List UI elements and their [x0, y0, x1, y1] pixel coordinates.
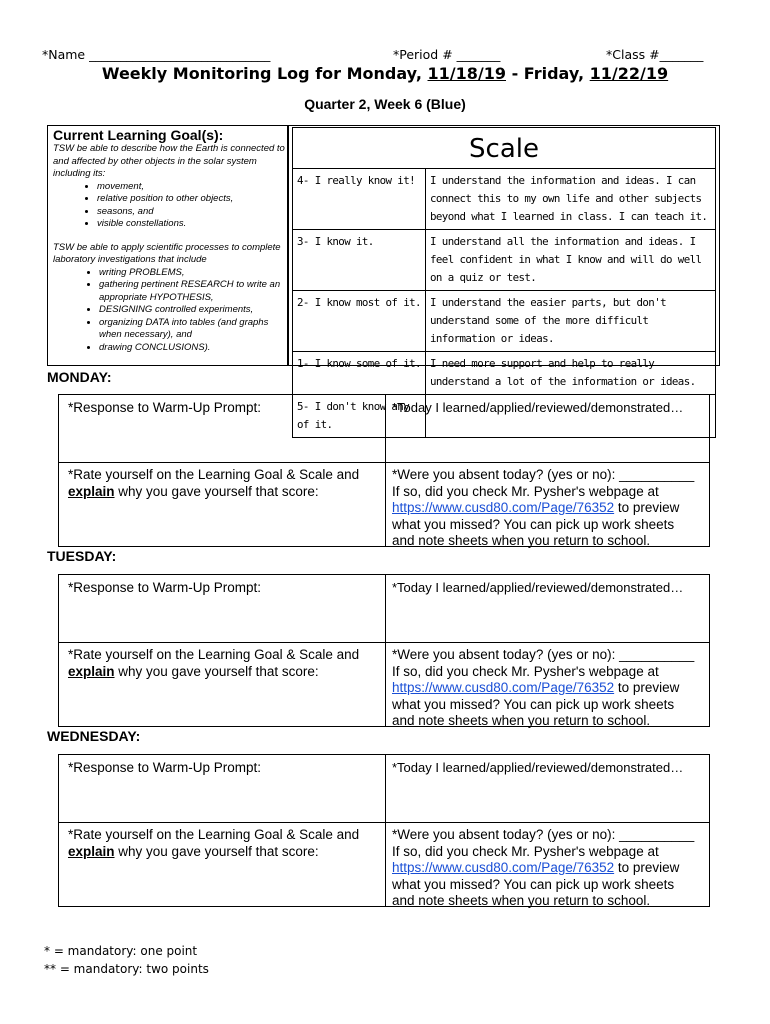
- absent-link-line: [392, 860, 707, 877]
- scale-row: [293, 169, 716, 230]
- learned-response-area[interactable]: *Today I learned/applied/reviewed/demonstrated…: [392, 760, 684, 775]
- absent-check: If so, did you check Mr. Pysher's webpage at: [392, 843, 659, 859]
- goal-list-item: • visible constellations.: [97, 218, 287, 231]
- scale-level: 3- I know it.: [293, 230, 426, 291]
- absent-area[interactable]: [392, 647, 707, 730]
- absent-question: *Were you absent today? (yes or no): __________: [392, 467, 695, 482]
- scale-row: [293, 352, 716, 395]
- quarter-subtitle: Quarter 2, Week 6 (Blue): [304, 96, 466, 112]
- footer-line-1: * = mandatory: one point: [44, 944, 198, 958]
- absent-check: If so, did you check Mr. Pysher's webpage at: [392, 663, 659, 679]
- class-field-label: *Class #_______: [606, 47, 704, 62]
- scale-row: [293, 291, 716, 352]
- friday-date: 11/22/19: [589, 64, 669, 83]
- goal-list-item: • gathering pertinent RESEARCH to write an appropriate HYPOTHESIS,: [99, 279, 287, 304]
- rate-yourself-area[interactable]: [68, 827, 378, 860]
- scale-description: I need more support and help to really understand a lot of the information or ideas.: [426, 352, 716, 395]
- goal-list-item: • movement,: [97, 181, 287, 194]
- absent-area[interactable]: [392, 467, 707, 550]
- warmup-response-area[interactable]: *Response to Warm-Up Prompt:: [68, 580, 262, 595]
- rate-prefix: *Rate yourself on the Learning Goal & Scale and: [68, 827, 360, 842]
- monday-log-grid: [58, 394, 710, 547]
- title-prefix: Weekly Monitoring Log for Monday,: [101, 64, 428, 83]
- rate-prefix: *Rate yourself on the Learning Goal & Scale and: [68, 647, 360, 662]
- absent-area[interactable]: [392, 827, 707, 910]
- warmup-response-area[interactable]: *Response to Warm-Up Prompt:: [68, 400, 262, 415]
- goal-list-item: • drawing CONCLUSIONS).: [99, 342, 287, 355]
- goal-list-item: • writing PROBLEMS,: [99, 267, 287, 280]
- missed-line: what you missed? You can pick up work sheets: [392, 876, 675, 892]
- goal-heading: Current Learning Goal(s):: [53, 127, 224, 143]
- webpage-link[interactable]: https://www.cusd80.com/Page/76352: [392, 680, 615, 695]
- goal-text: [53, 143, 287, 354]
- period-field-label: *Period # _______: [393, 47, 501, 62]
- absent-question: *Were you absent today? (yes or no): __________: [392, 827, 695, 842]
- scale-title: Scale: [292, 127, 716, 169]
- rate-suffix: why you gave yourself that score:: [114, 483, 319, 499]
- goal-list-item: • organizing DATA into tables (and graphs when necessary), and: [99, 317, 287, 342]
- notes-line: and note sheets when you return to school.: [392, 533, 651, 548]
- absent-link-line: [392, 680, 707, 697]
- notes-line: and note sheets when you return to school.: [392, 713, 651, 728]
- wednesday-log-grid: [58, 754, 710, 907]
- warmup-response-area[interactable]: *Response to Warm-Up Prompt:: [68, 760, 262, 775]
- name-field-label: *Name _____________________________: [42, 47, 271, 62]
- rate-explain: explain: [68, 843, 115, 859]
- scale-level: 2- I know most of it.: [293, 291, 426, 352]
- missed-line: what you missed? You can pick up work sheets: [392, 696, 675, 712]
- scale-row: [293, 230, 716, 291]
- after-link: to preview: [614, 680, 680, 695]
- rate-prefix: *Rate yourself on the Learning Goal & Scale and: [68, 467, 360, 482]
- after-link: to preview: [614, 860, 680, 875]
- scale-description: I understand all the information and ideas. I feel confident in what I know and will do well on a quiz or test.: [426, 230, 716, 291]
- scale-level: 5- I don't know any of it.: [293, 395, 426, 438]
- rate-yourself-area[interactable]: [68, 467, 378, 500]
- rate-explain: explain: [68, 483, 115, 499]
- webpage-link[interactable]: https://www.cusd80.com/Page/76352: [392, 500, 615, 515]
- goal-list-1: [53, 181, 287, 231]
- goal-list-item: • seasons, and: [97, 206, 287, 219]
- rate-suffix: why you gave yourself that score:: [114, 663, 319, 679]
- goal-list-item: • relative position to other objects,: [97, 193, 287, 206]
- absent-question: *Were you absent today? (yes or no): __________: [392, 647, 695, 662]
- goal-intro-1: TSW be able to describe how the Earth is connected to and affected by other objects in the solar system including its:: [53, 143, 285, 179]
- rate-suffix: why you gave yourself that score:: [114, 843, 319, 859]
- learning-goal-box: [47, 125, 288, 366]
- rate-yourself-area[interactable]: [68, 647, 378, 680]
- missed-line: what you missed? You can pick up work sheets: [392, 516, 675, 532]
- after-link: to preview: [614, 500, 680, 515]
- webpage-link[interactable]: https://www.cusd80.com/Page/76352: [392, 860, 615, 875]
- title-middle: - Friday,: [506, 64, 590, 83]
- scale-level: 4- I really know it!: [293, 169, 426, 230]
- tuesday-log-grid: [58, 574, 710, 727]
- day-label-tuesday: TUESDAY:: [47, 548, 117, 564]
- absent-link-line: [392, 500, 707, 517]
- learned-response-area[interactable]: *Today I learned/applied/reviewed/demonstrated…: [392, 400, 684, 415]
- monday-date: 11/18/19: [427, 64, 506, 83]
- goal-list-2: [53, 267, 287, 355]
- day-label-wednesday: WEDNESDAY:: [47, 728, 141, 744]
- scale-description: I understand the information and ideas. I can connect this to my own life and other subjects beyond what I learned in class. I can teach it.: [426, 169, 716, 230]
- absent-check: If so, did you check Mr. Pysher's webpage at: [392, 483, 659, 499]
- rate-explain: explain: [68, 663, 115, 679]
- day-label-monday: MONDAY:: [47, 369, 112, 385]
- notes-line: and note sheets when you return to school.: [392, 893, 651, 908]
- goal-list-item: • DESIGNING controlled experiments,: [99, 304, 287, 317]
- footer-legend: [44, 942, 209, 978]
- learned-response-area[interactable]: *Today I learned/applied/reviewed/demonstrated…: [392, 580, 684, 595]
- page-title: [0, 64, 770, 83]
- footer-line-2: ** = mandatory: two points: [44, 962, 209, 976]
- scale-description: I understand the easier parts, but don't understand some of the more difficult information or ideas.: [426, 291, 716, 352]
- goal-intro-2: TSW be able to apply scientific processes to complete laboratory investigations that include: [53, 241, 281, 265]
- scale-level: 1- I know some of it.: [293, 352, 426, 395]
